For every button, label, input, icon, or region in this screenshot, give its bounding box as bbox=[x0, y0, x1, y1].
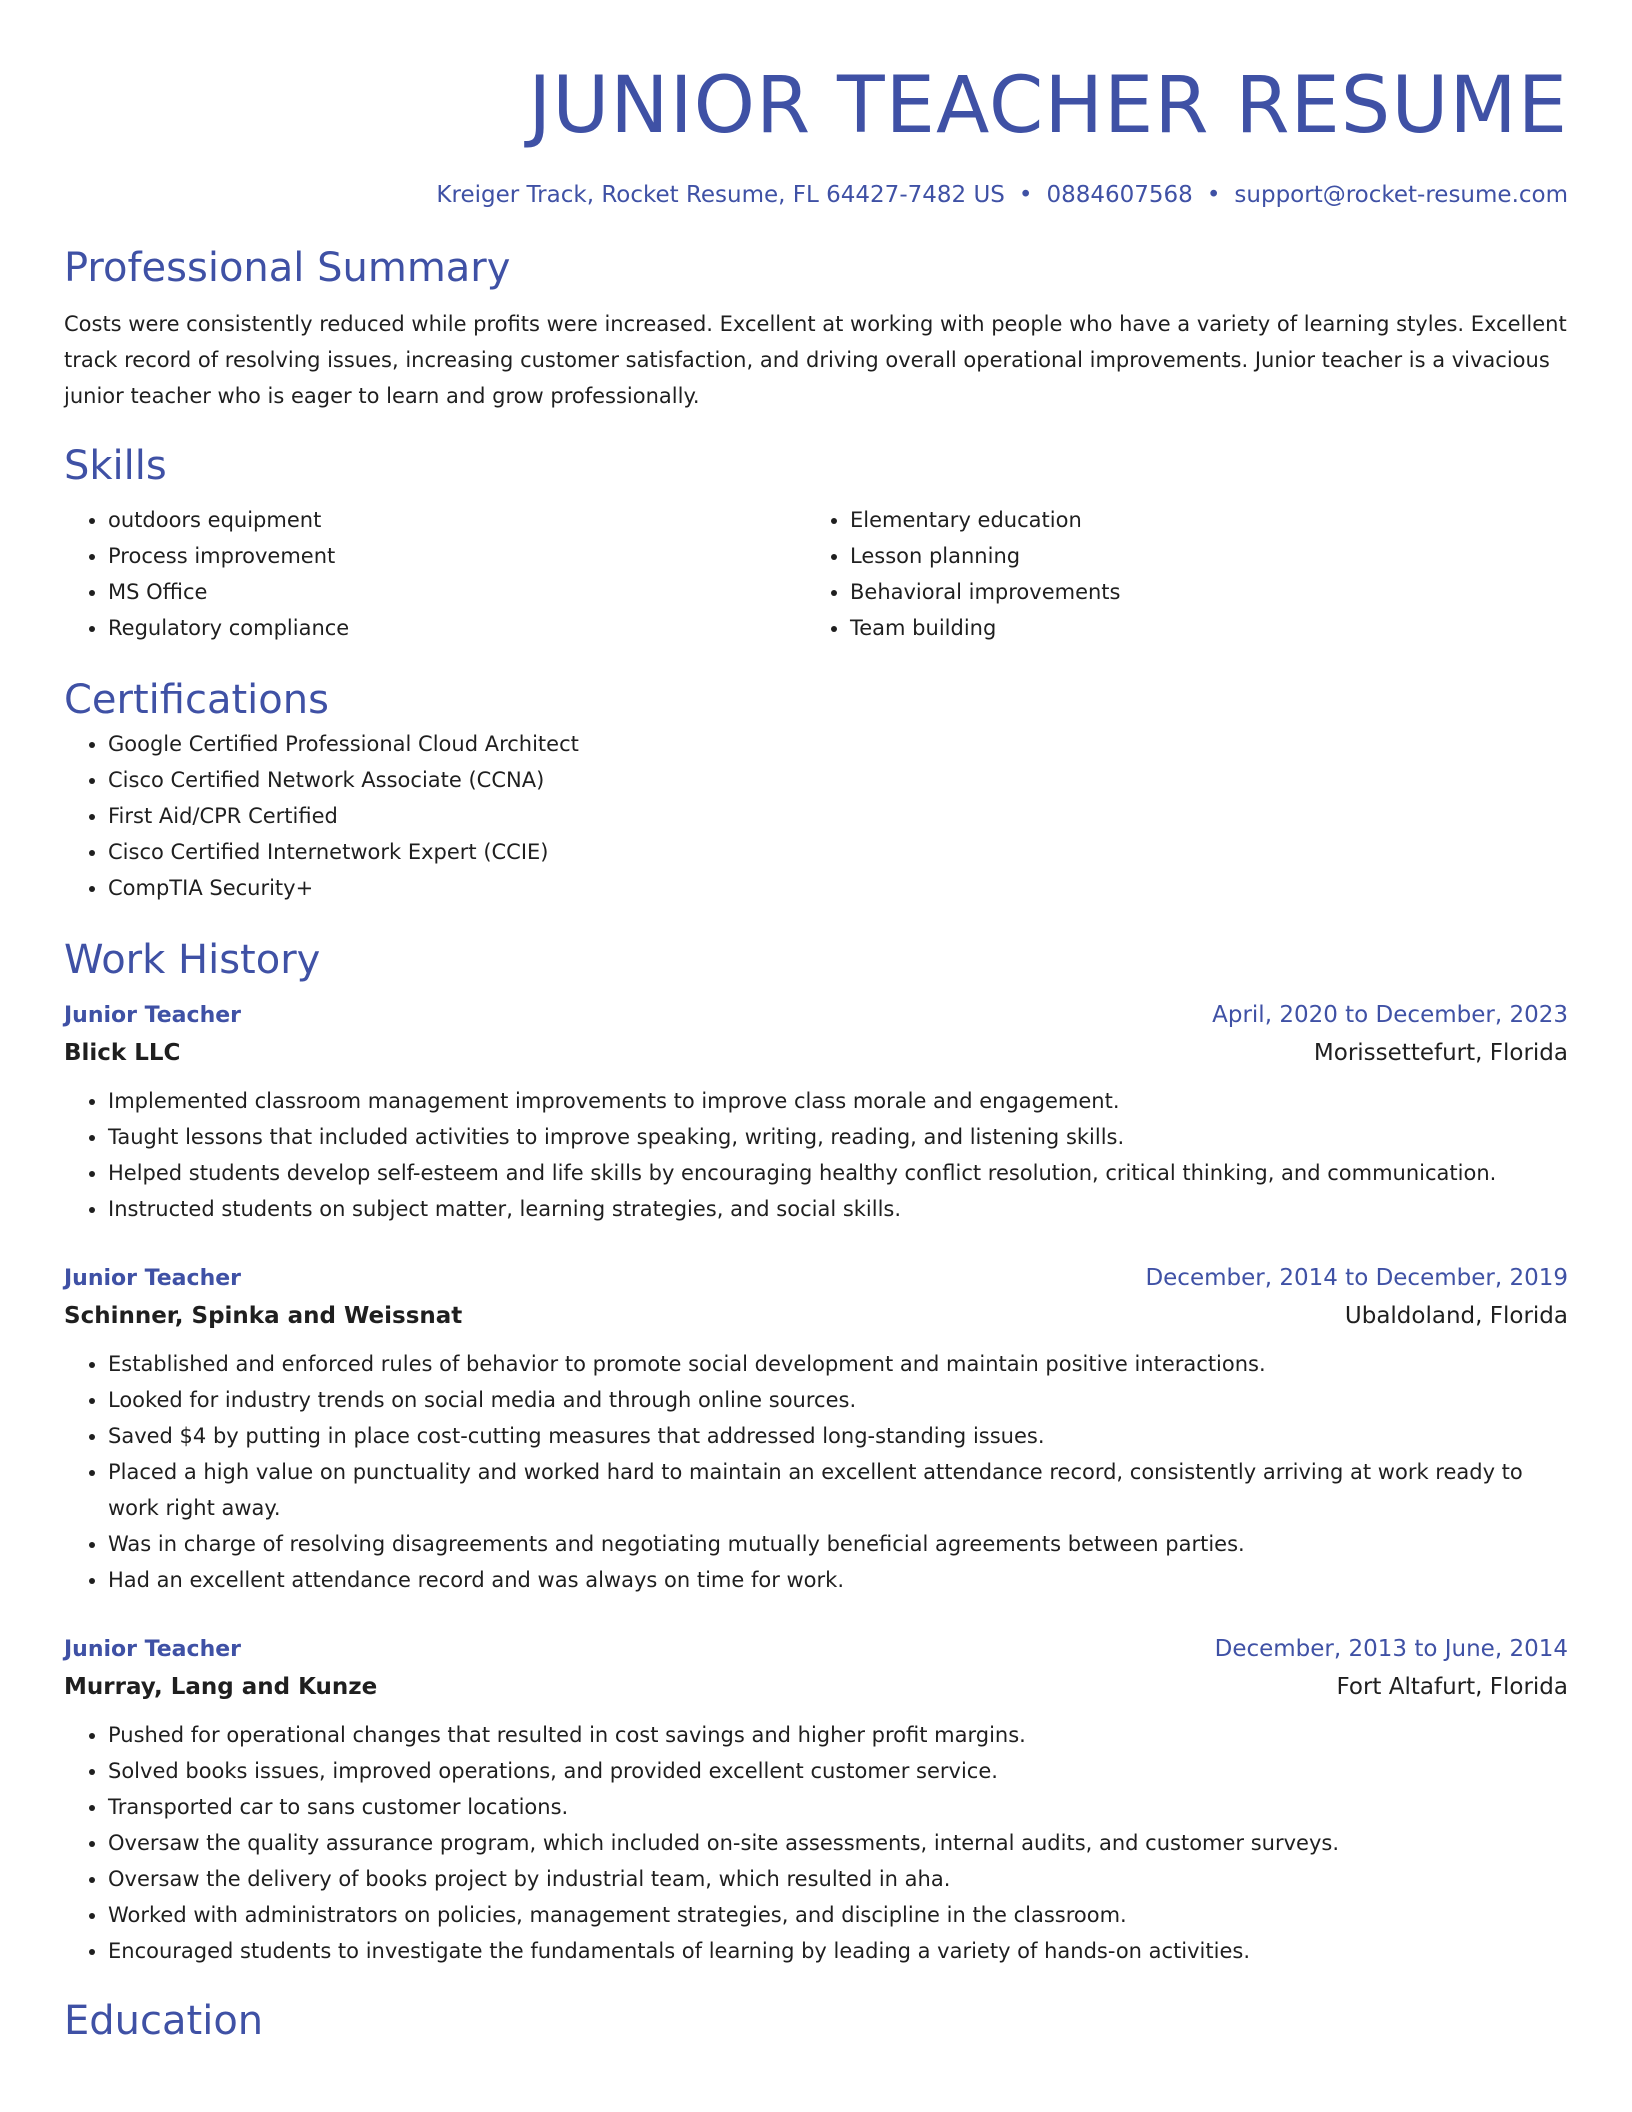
job-company: Murray, Lang and Kunze bbox=[64, 1674, 378, 1700]
job-company: Schinner, Spinka and Weissnat bbox=[64, 1303, 463, 1329]
job-dates: April, 2020 to December, 2023 bbox=[1212, 1002, 1568, 1028]
certifications-heading: Certifications bbox=[64, 677, 329, 723]
certification-item: • CompTIA Security+ bbox=[108, 870, 1568, 906]
job-bullet: • Encouraged students to investigate the fundamentals of learning by leading a variety of hands-on activities. bbox=[108, 1933, 1568, 1969]
job-bullet: • Pushed for operational changes that resulted in cost savings and higher profit margins. bbox=[108, 1717, 1568, 1753]
job-title: Junior Teacher bbox=[64, 1637, 241, 1662]
job-location: Ubaldoland, Florida bbox=[1344, 1303, 1568, 1329]
job-bullet: • Solved books issues, improved operations, and provided excellent customer service. bbox=[108, 1753, 1568, 1789]
job-title: Junior Teacher bbox=[64, 1266, 241, 1291]
skill-item: • Lesson planning bbox=[850, 538, 1548, 574]
contact-address: Kreiger Track, Rocket Resume, FL 64427-7482 US bbox=[436, 182, 1005, 208]
contact-separator: • bbox=[1018, 182, 1033, 208]
skill-item: • outdoors equipment bbox=[108, 502, 806, 538]
job-title: Junior Teacher bbox=[64, 1003, 241, 1028]
skills-grid bbox=[64, 502, 1568, 646]
job-bullet: • Oversaw the delivery of books project by industrial team, which resulted in aha. bbox=[108, 1861, 1568, 1897]
skill-item: • Team building bbox=[850, 610, 1548, 646]
work-history-heading: Work History bbox=[64, 937, 321, 983]
job-bullet: • Worked with administrators on policies, management strategies, and discipline in the classroom. bbox=[108, 1897, 1568, 1933]
job-dates: December, 2014 to December, 2019 bbox=[1145, 1265, 1568, 1291]
job-bullet: • Was in charge of resolving disagreements and negotiating mutually beneficial agreements between parties. bbox=[108, 1526, 1568, 1562]
resume-title: JUNIOR TEACHER RESUME bbox=[528, 61, 1568, 151]
resume-page bbox=[64, 0, 1568, 2047]
job-bullet: • Had an excellent attendance record and was always on time for work. bbox=[108, 1562, 1568, 1598]
certification-item: • Google Certified Professional Cloud Architect bbox=[108, 726, 1568, 762]
job-bullet: • Implemented classroom management improvements to improve class morale and engagement. bbox=[108, 1083, 1568, 1119]
skills-column-right bbox=[806, 502, 1548, 646]
job-bullets bbox=[64, 1717, 1568, 1969]
job-location: Fort Altafurt, Florida bbox=[1336, 1674, 1568, 1700]
job-dates: December, 2013 to June, 2014 bbox=[1214, 1636, 1568, 1662]
job-bullet: • Placed a high value on punctuality and worked hard to maintain an excellent attendance record, consistently arriving at work ready to work right away. bbox=[108, 1454, 1568, 1526]
certification-item: • First Aid/CPR Certified bbox=[108, 798, 1568, 834]
job-bullets bbox=[64, 1346, 1568, 1598]
job-bullet: • Established and enforced rules of behavior to promote social development and maintain positive interactions. bbox=[108, 1346, 1568, 1382]
job-bullet: • Instructed students on subject matter, learning strategies, and social skills. bbox=[108, 1191, 1568, 1227]
skill-item: • Regulatory compliance bbox=[108, 610, 806, 646]
contact-email: support@rocket-resume.com bbox=[1234, 182, 1568, 208]
job-entry bbox=[64, 1261, 1568, 1598]
job-entry bbox=[64, 1632, 1568, 1969]
job-bullet: • Helped students develop self-esteem and life skills by encouraging healthy conflict resolution, critical thinking, and communication. bbox=[108, 1155, 1568, 1191]
skill-item: • Behavioral improvements bbox=[850, 574, 1548, 610]
summary-heading: Professional Summary bbox=[64, 245, 511, 291]
summary-text: Costs were consistently reduced while profits were increased. Excellent at working with people who have a variety of learning styles. Excellent track record of resolving issues, increasing customer satisfaction, and driving overall operational improvements. Junior teacher is a vivacious junior teacher who is eager to learn and grow professionally. bbox=[64, 312, 1567, 408]
job-bullets bbox=[64, 1083, 1568, 1227]
skills-column-left bbox=[64, 502, 806, 646]
certification-item: • Cisco Certified Internetwork Expert (CCIE) bbox=[108, 834, 1568, 870]
job-bullet: • Taught lessons that included activities to improve speaking, writing, reading, and listening skills. bbox=[108, 1119, 1568, 1155]
contact-line bbox=[64, 178, 1568, 212]
job-bullet: • Transported car to sans customer locations. bbox=[108, 1789, 1568, 1825]
certifications-list bbox=[64, 726, 1568, 906]
job-location: Morissettefurt, Florida bbox=[1313, 1040, 1568, 1066]
skill-item: • Elementary education bbox=[850, 502, 1548, 538]
skill-item: • MS Office bbox=[108, 574, 806, 610]
skill-item: • Process improvement bbox=[108, 538, 806, 574]
education-heading: Education bbox=[64, 1998, 264, 2044]
contact-separator: • bbox=[1206, 182, 1221, 208]
job-bullet: • Looked for industry trends on social media and through online sources. bbox=[108, 1382, 1568, 1418]
job-bullet: • Saved $4 by putting in place cost-cutting measures that addressed long-standing issues. bbox=[108, 1418, 1568, 1454]
certification-item: • Cisco Certified Network Associate (CCNA) bbox=[108, 762, 1568, 798]
job-company: Blick LLC bbox=[64, 1040, 181, 1066]
skills-heading: Skills bbox=[64, 443, 167, 489]
contact-phone: 0884607568 bbox=[1046, 182, 1193, 208]
job-bullet: • Oversaw the quality assurance program, which included on-site assessments, internal audits, and customer surveys. bbox=[108, 1825, 1568, 1861]
job-entry bbox=[64, 998, 1568, 1227]
